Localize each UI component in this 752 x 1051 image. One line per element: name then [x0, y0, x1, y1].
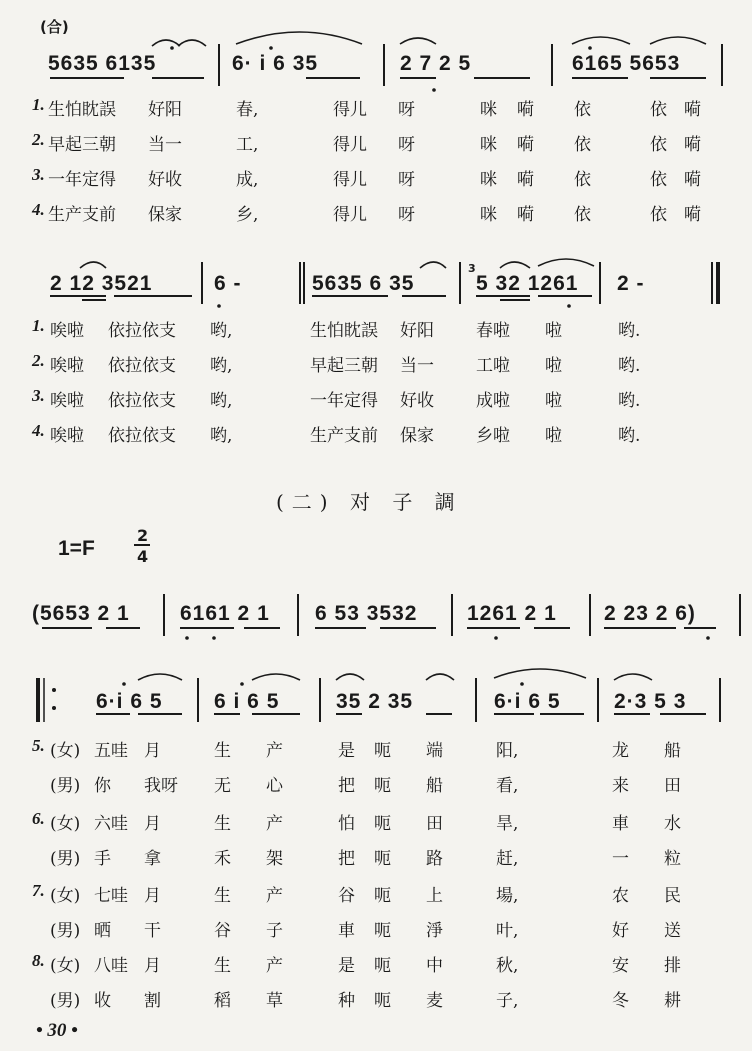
lyric: 嗬 — [517, 205, 534, 225]
lyric: 唉啦 — [50, 356, 84, 376]
slur — [400, 38, 436, 44]
role: (女) — [50, 814, 81, 834]
measure-5: 2 12 3521 — [50, 272, 153, 295]
lyric: 一年定得 — [310, 391, 378, 411]
lyric: 呃 — [374, 991, 391, 1011]
low-dot — [567, 304, 571, 308]
lyric: 稻 — [214, 991, 231, 1011]
lyric: 产 — [266, 886, 283, 906]
slur — [80, 262, 106, 268]
slur — [426, 674, 454, 680]
high-dot — [269, 46, 273, 50]
intro-measure-4: 1261 2 1 — [467, 602, 557, 625]
section-title: (二) 对 子 調 — [276, 490, 463, 514]
lyric: 草 — [266, 991, 283, 1011]
lyric: 船 — [664, 741, 681, 761]
lyric: 好收 — [400, 391, 434, 411]
lyric: 生 — [214, 814, 231, 834]
slur — [650, 37, 706, 44]
lyric: 当一 — [148, 135, 182, 155]
page-number: • 30 • — [36, 1020, 78, 1041]
lyric: 呃 — [374, 741, 391, 761]
lyric: 月 — [144, 956, 161, 976]
key-signature: 1=F — [58, 537, 95, 560]
lyric: 龙 — [612, 741, 629, 761]
slur — [420, 262, 446, 268]
lyric: 架 — [266, 849, 283, 869]
slur — [494, 669, 586, 678]
verse-number: 1. — [32, 95, 45, 114]
lyric: 路 — [426, 849, 443, 869]
lyric: 得儿 — [333, 100, 367, 120]
measure-3: 2 7 2 5 — [400, 52, 472, 75]
measure-1: 5635 6135 — [48, 52, 157, 75]
lyric: 生产支前 — [48, 205, 116, 225]
verse-number: 4. — [32, 200, 45, 219]
lyric: 哟, — [210, 321, 233, 341]
lyric: 呃 — [374, 849, 391, 869]
lyric: 六哇 — [94, 814, 128, 834]
lyric: 得儿 — [333, 135, 367, 155]
lyric: 水 — [664, 814, 681, 834]
chorus-mark: (合) — [40, 18, 69, 36]
lyric: 乡, — [236, 205, 259, 225]
lyric: 好阳 — [400, 321, 434, 341]
lyric: 車 — [612, 814, 629, 834]
verse-number: 8. — [32, 951, 45, 970]
lyric: 产 — [266, 741, 283, 761]
measure-6: 6 - — [214, 272, 242, 295]
lyric: 嗬 — [684, 135, 701, 155]
lyric: 旱, — [496, 814, 519, 834]
measure-4: 6165 5653 — [572, 52, 681, 75]
lyric: 唉啦 — [50, 321, 84, 341]
lyric: 子 — [266, 921, 283, 941]
lyric: 春, — [236, 100, 259, 120]
lyric: 依拉依支 — [108, 321, 176, 341]
high-dot — [170, 46, 174, 50]
measure-9: 2 - — [617, 272, 645, 295]
lyric: 工啦 — [476, 356, 510, 376]
lyric: 呀 — [398, 135, 415, 155]
lyric: 依 — [574, 170, 591, 190]
slur — [152, 40, 180, 46]
lyric: 收 — [94, 991, 111, 1011]
verse-number: 7. — [32, 881, 45, 900]
lyric: 呀 — [398, 170, 415, 190]
lyric: 一年定得 — [48, 170, 116, 190]
lyric: 乡啦 — [476, 426, 510, 446]
measure-8: 5 32 1261 — [476, 272, 579, 295]
lyric: 生 — [214, 956, 231, 976]
repeat-dot — [52, 706, 56, 710]
measure-2: 6· i 6 35 — [232, 52, 319, 75]
role: (女) — [50, 956, 81, 976]
lyric: 生产支前 — [310, 426, 378, 446]
lyric: 咪 — [480, 100, 497, 120]
verse-number: 2. — [32, 130, 45, 149]
role: (男) — [50, 776, 81, 796]
lyric: 嗬 — [684, 170, 701, 190]
role: (男) — [50, 921, 81, 941]
lyric: 七哇 — [94, 886, 128, 906]
lyric: 上 — [426, 886, 443, 906]
lyric: 嗬 — [517, 100, 534, 120]
verse-number: 4. — [32, 421, 45, 440]
lyric: 把 — [338, 776, 355, 796]
lyric: 哟. — [618, 321, 641, 341]
low-dot — [494, 636, 498, 640]
lyric: 看, — [496, 776, 519, 796]
lyric: 一 — [612, 849, 629, 869]
slur — [538, 259, 594, 266]
measure-11: 6 i 6 5 — [214, 690, 280, 713]
lyric: 当一 — [400, 356, 434, 376]
lyric: 谷 — [338, 886, 355, 906]
lyric: 哟. — [618, 426, 641, 446]
slur — [336, 674, 364, 680]
lyric: 种 — [338, 991, 355, 1011]
low-dot — [217, 304, 221, 308]
lyric: 拿 — [144, 849, 161, 869]
repeat-dot — [52, 688, 56, 692]
lyric: 把 — [338, 849, 355, 869]
lyric: 依 — [574, 205, 591, 225]
lyric: 农 — [612, 886, 629, 906]
lyric: 呃 — [374, 886, 391, 906]
lyric: 割 — [144, 991, 161, 1011]
measure-10: 6·i 6 5 — [96, 690, 163, 713]
lyric: 依 — [574, 100, 591, 120]
lyric: 唉啦 — [50, 391, 84, 411]
lyric: 五哇 — [94, 741, 128, 761]
high-dot — [240, 682, 244, 686]
time-signature-bottom: 4 — [137, 547, 149, 566]
time-signature-top: 2 — [137, 526, 149, 545]
lyric: 晒 — [94, 921, 111, 941]
lyric: 好阳 — [148, 100, 182, 120]
slur — [178, 40, 206, 46]
lyric: 民 — [664, 886, 681, 906]
lyric: 成啦 — [476, 391, 510, 411]
intro-measure-3: 6 53 3532 — [315, 602, 418, 625]
lyric: 是 — [338, 741, 355, 761]
lyric: 我呀 — [144, 776, 178, 796]
lyric: 啦 — [545, 426, 562, 446]
lyric: 依 — [650, 100, 667, 120]
lyric: 月 — [144, 741, 161, 761]
verse-number: 2. — [32, 351, 45, 370]
lyric: 冬 — [612, 991, 629, 1011]
lyric: 呀 — [398, 100, 415, 120]
role: (女) — [50, 886, 81, 906]
low-dot — [432, 88, 436, 92]
lyric: 产 — [266, 956, 283, 976]
lyric: 早起三朝 — [310, 356, 378, 376]
lyric: 子, — [496, 991, 519, 1011]
lyric: 好 — [612, 921, 629, 941]
lyric: 啦 — [545, 356, 562, 376]
intro-measure-5: 2 23 2 6) — [604, 602, 696, 625]
lyric: 哟, — [210, 356, 233, 376]
slur — [236, 32, 362, 44]
lyric: 船 — [426, 776, 443, 796]
lyric: 排 — [664, 956, 681, 976]
lyric: 你 — [94, 776, 111, 796]
role: (女) — [50, 741, 81, 761]
high-dot — [520, 682, 524, 686]
lyric: 車 — [338, 921, 355, 941]
measure-7: 5635 6 35 — [312, 272, 415, 295]
lyric: 啦 — [545, 391, 562, 411]
lyric: 麦 — [426, 991, 443, 1011]
lyric: 得儿 — [333, 170, 367, 190]
verse-number: 1. — [32, 316, 45, 335]
lyric: 呃 — [374, 956, 391, 976]
lyric: 保家 — [400, 426, 434, 446]
role: (男) — [50, 849, 81, 869]
lyric: 依 — [574, 135, 591, 155]
lyric: 嗬 — [684, 100, 701, 120]
lyric: 場, — [496, 886, 519, 906]
lyric: 依拉依支 — [108, 391, 176, 411]
grace-note: 3 — [468, 262, 476, 275]
lyric: 依 — [650, 135, 667, 155]
lyric: 月 — [144, 814, 161, 834]
lyric: 田 — [426, 814, 443, 834]
lyric: 淨 — [426, 921, 443, 941]
verse-number: 3. — [32, 386, 45, 405]
lyric: 禾 — [214, 849, 231, 869]
lyric: 叶, — [496, 921, 519, 941]
lyric: 嗬 — [517, 135, 534, 155]
lyric: 阳, — [496, 741, 519, 761]
lyric: 依 — [650, 205, 667, 225]
lyric: 哟. — [618, 356, 641, 376]
lyric: 生怕眈誤 — [310, 321, 378, 341]
lyric: 怕 — [338, 814, 355, 834]
measure-13: 6·i 6 5 — [494, 690, 561, 713]
lyric: 中 — [426, 956, 443, 976]
lyric: 嗬 — [517, 170, 534, 190]
lyric: 手 — [94, 849, 111, 869]
lyric: 哟. — [618, 391, 641, 411]
lyric: 保家 — [148, 205, 182, 225]
lyric: 来 — [612, 776, 629, 796]
lyric: 呃 — [374, 921, 391, 941]
slur — [252, 674, 300, 680]
lyric: 产 — [266, 814, 283, 834]
lyric: 无 — [214, 776, 231, 796]
lyric: 成, — [236, 170, 259, 190]
verse-number: 6. — [32, 809, 45, 828]
high-dot — [588, 46, 592, 50]
high-dot — [122, 682, 126, 686]
lyric: 嗬 — [684, 205, 701, 225]
lyric: 春啦 — [476, 321, 510, 341]
lyric: 八哇 — [94, 956, 128, 976]
lyric: 送 — [664, 921, 681, 941]
lyric: 安 — [612, 956, 629, 976]
lyric: 心 — [266, 776, 283, 796]
lyric: 得儿 — [333, 205, 367, 225]
lyric: 依 — [650, 170, 667, 190]
lyric: 好收 — [148, 170, 182, 190]
lyric: 赶, — [496, 849, 519, 869]
intro-measure-2: 6161 2 1 — [180, 602, 270, 625]
lyric: 生 — [214, 886, 231, 906]
role: (男) — [50, 991, 81, 1011]
lyric: 耕 — [664, 991, 681, 1011]
lyric: 咪 — [480, 205, 497, 225]
measure-14: 2·3 5 3 — [614, 690, 687, 713]
lyric: 咪 — [480, 170, 497, 190]
lyric: 啦 — [545, 321, 562, 341]
lyric: 早起三朝 — [48, 135, 116, 155]
lyric: 呃 — [374, 814, 391, 834]
slur — [138, 674, 182, 680]
lyric: 工, — [236, 135, 259, 155]
intro-measure-1: (5653 2 1 — [32, 602, 130, 625]
lyric: 月 — [144, 886, 161, 906]
verse-number: 5. — [32, 736, 45, 755]
lyric: 生怕眈誤 — [48, 100, 116, 120]
measure-12: 35 2 35 — [336, 690, 414, 713]
verse-number: 3. — [32, 165, 45, 184]
lyric: 哟, — [210, 391, 233, 411]
slur — [614, 674, 652, 680]
lyric: 依拉依支 — [108, 426, 176, 446]
lyric: 是 — [338, 956, 355, 976]
lyric: 干 — [144, 921, 161, 941]
slur — [500, 262, 530, 268]
low-dot — [212, 636, 216, 640]
lyric: 秋, — [496, 956, 519, 976]
lyric: 端 — [426, 741, 443, 761]
lyric: 呃 — [374, 776, 391, 796]
lyric: 依拉依支 — [108, 356, 176, 376]
slur — [572, 37, 630, 44]
lyric: 谷 — [214, 921, 231, 941]
low-dot — [185, 636, 189, 640]
lyric: 粒 — [664, 849, 681, 869]
lyric: 哟, — [210, 426, 233, 446]
lyric: 呀 — [398, 205, 415, 225]
lyric: 田 — [664, 776, 681, 796]
lyric: 生 — [214, 741, 231, 761]
low-dot — [706, 636, 710, 640]
lyric: 唉啦 — [50, 426, 84, 446]
lyric: 咪 — [480, 135, 497, 155]
